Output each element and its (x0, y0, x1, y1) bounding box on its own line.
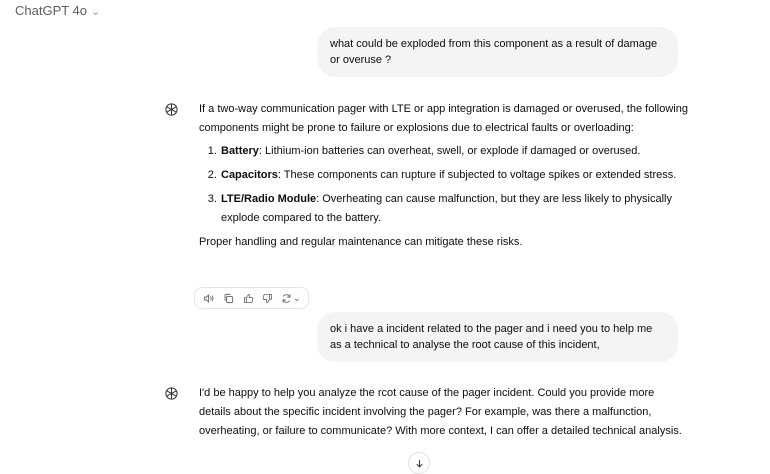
cause-list (199, 142, 689, 228)
user-message (317, 27, 678, 77)
assistant-closing: Proper handling and regular maintenance can mitigate these risks. (199, 236, 523, 248)
openai-logo-icon (163, 385, 180, 402)
regenerate-icon[interactable] (279, 289, 303, 307)
list-item-title: Capacitors (221, 169, 278, 181)
model-selector[interactable] (15, 3, 100, 18)
list-item (220, 190, 689, 228)
list-item-title: Battery (221, 145, 259, 157)
message-actions (194, 287, 309, 309)
user-message-text: what could be exploded from this component as a result of damage or overuse ? (330, 38, 658, 66)
thumbs-up-icon[interactable] (239, 289, 257, 307)
list-item-title: LTE/Radio Module (221, 193, 317, 205)
user-message (317, 312, 678, 362)
assistant-intro: If a two-way communication pager with LTE or app integration is damaged or overused, the following components might be prone to failure or explosions due to electrical faults or overloading: (199, 103, 688, 134)
user-message-text: ok i have a incident related to the pager and i need you to help me as a technical to analyse the root cause of this incident, (330, 323, 653, 351)
chevron-down-icon: ⌄ (293, 292, 301, 303)
copy-icon[interactable] (220, 289, 238, 307)
openai-logo-icon (163, 101, 180, 118)
thumbs-down-icon[interactable] (259, 289, 277, 307)
list-item (220, 142, 689, 161)
chevron-down-icon: ⌄ (91, 5, 101, 18)
list-item-text: : These components can rupture if subjected to voltage spikes or extended stress. (277, 169, 677, 181)
arrow-down-icon (414, 458, 425, 469)
list-item (220, 166, 689, 185)
list-item-text: : Lithium-ion batteries can overheat, swell, or explode if damaged or overused. (258, 145, 641, 157)
assistant-reply: I'd be happy to help you analyze the rcot cause of the pager incident. Could you provide more details about the specific incident involving the pager? For example, was there a malfunction, overheating, or failure to communicate? With more context, I can offer a detailed technical analysis. (199, 387, 682, 437)
assistant-message (199, 384, 689, 441)
list-item-text: : Overheating can cause malfunction, but they are less likely to physically explode compared to the battery. (221, 193, 672, 224)
read-aloud-icon[interactable] (200, 289, 218, 307)
assistant-message (199, 100, 689, 252)
model-name: ChatGPT 4o (15, 3, 88, 18)
